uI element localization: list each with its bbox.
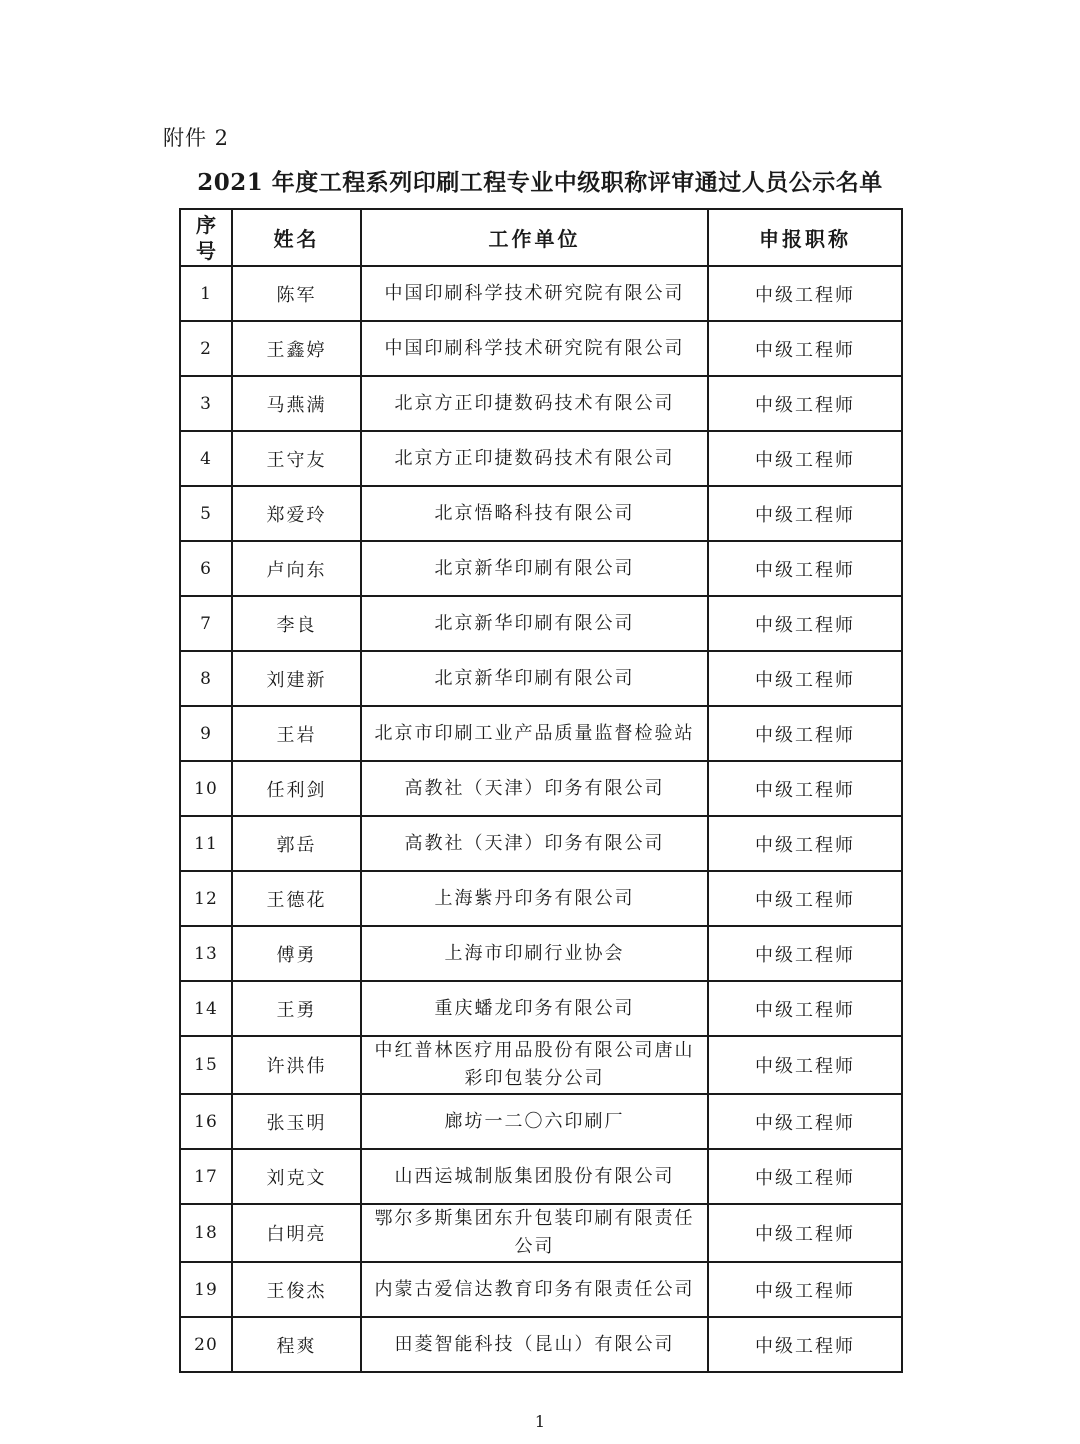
header-number (180, 209, 232, 266)
table-row (180, 541, 902, 596)
row-name: 王岩 (232, 706, 361, 761)
row-number: 1 (180, 266, 232, 321)
row-number: 12 (180, 871, 232, 926)
table-row (180, 1094, 902, 1149)
row-unit: 田菱智能科技（昆山）有限公司 (361, 1317, 708, 1372)
row-number: 11 (180, 816, 232, 871)
table-row (180, 1149, 902, 1204)
document-title: 2021 年度工程系列印刷工程专业中级职称评审通过人员公示名单 (197, 169, 883, 196)
row-name: 马燕满 (232, 376, 361, 431)
row-title: 中级工程师 (708, 431, 902, 486)
table-row (180, 1036, 902, 1094)
row-name: 郑爱玲 (232, 486, 361, 541)
table-row (180, 486, 902, 541)
table-row (180, 376, 902, 431)
row-title: 中级工程师 (708, 926, 902, 981)
table-row (180, 1204, 902, 1262)
table-row (180, 816, 902, 871)
row-name: 傅勇 (232, 926, 361, 981)
table-row (180, 651, 902, 706)
row-title: 中级工程师 (708, 1262, 902, 1317)
row-name: 王守友 (232, 431, 361, 486)
row-name: 刘建新 (232, 651, 361, 706)
row-title: 中级工程师 (708, 266, 902, 321)
row-title: 中级工程师 (708, 816, 902, 871)
row-unit: 上海紫丹印务有限公司 (361, 871, 708, 926)
row-unit: 廊坊一二〇六印刷厂 (361, 1094, 708, 1149)
header-name: 姓名 (232, 209, 361, 266)
row-name: 王俊杰 (232, 1262, 361, 1317)
row-title: 中级工程师 (708, 651, 902, 706)
row-name: 郭岳 (232, 816, 361, 871)
header-title: 申报职称 (708, 209, 902, 266)
roster-table (179, 208, 903, 1373)
row-name: 陈军 (232, 266, 361, 321)
row-number: 3 (180, 376, 232, 431)
row-unit: 北京悟略科技有限公司 (361, 486, 708, 541)
row-unit: 上海市印刷行业协会 (361, 926, 708, 981)
row-unit: 北京新华印刷有限公司 (361, 651, 708, 706)
row-name: 张玉明 (232, 1094, 361, 1149)
row-number: 16 (180, 1094, 232, 1149)
table-row (180, 761, 902, 816)
row-number: 10 (180, 761, 232, 816)
header-unit: 工作单位 (361, 209, 708, 266)
row-number: 17 (180, 1149, 232, 1204)
page-number: 1 (534, 1412, 546, 1431)
table-row (180, 266, 902, 321)
row-unit: 高教社（天津）印务有限公司 (361, 816, 708, 871)
row-title: 中级工程师 (708, 321, 902, 376)
row-title: 中级工程师 (708, 706, 902, 761)
row-title: 中级工程师 (708, 981, 902, 1036)
row-unit: 高教社（天津）印务有限公司 (361, 761, 708, 816)
table-row (180, 1262, 902, 1317)
row-title: 中级工程师 (708, 761, 902, 816)
row-number: 14 (180, 981, 232, 1036)
row-name: 卢向东 (232, 541, 361, 596)
header-number-label: 序号 (196, 212, 216, 263)
row-title: 中级工程师 (708, 376, 902, 431)
row-number: 20 (180, 1317, 232, 1372)
row-name: 刘克文 (232, 1149, 361, 1204)
row-number: 13 (180, 926, 232, 981)
row-unit: 中国印刷科学技术研究院有限公司 (361, 321, 708, 376)
row-unit: 内蒙古爱信达教育印务有限责任公司 (361, 1262, 708, 1317)
row-name: 李良 (232, 596, 361, 651)
row-unit: 山西运城制版集团股份有限公司 (361, 1149, 708, 1204)
row-unit: 中国印刷科学技术研究院有限公司 (361, 266, 708, 321)
table-row (180, 706, 902, 761)
row-unit: 北京方正印捷数码技术有限公司 (361, 431, 708, 486)
roster-body (180, 266, 902, 1372)
row-unit: 重庆蟠龙印务有限公司 (361, 981, 708, 1036)
table-row (180, 431, 902, 486)
row-number: 2 (180, 321, 232, 376)
row-name: 程爽 (232, 1317, 361, 1372)
table-row (180, 926, 902, 981)
row-title: 中级工程师 (708, 1204, 902, 1262)
attachment-label: 附件 2 (163, 126, 230, 150)
row-title: 中级工程师 (708, 486, 902, 541)
table-header-row (180, 209, 902, 266)
row-name: 白明亮 (232, 1204, 361, 1262)
row-number: 5 (180, 486, 232, 541)
row-name: 王鑫婷 (232, 321, 361, 376)
row-number: 9 (180, 706, 232, 761)
row-title: 中级工程师 (708, 1149, 902, 1204)
row-number: 4 (180, 431, 232, 486)
table-row (180, 871, 902, 926)
row-number: 18 (180, 1204, 232, 1262)
table-row (180, 321, 902, 376)
row-title: 中级工程师 (708, 1317, 902, 1372)
row-number: 15 (180, 1036, 232, 1094)
row-number: 7 (180, 596, 232, 651)
row-number: 6 (180, 541, 232, 596)
row-title: 中级工程师 (708, 596, 902, 651)
row-number: 19 (180, 1262, 232, 1317)
table-row (180, 981, 902, 1036)
row-name: 王德花 (232, 871, 361, 926)
row-unit: 北京新华印刷有限公司 (361, 541, 708, 596)
row-title: 中级工程师 (708, 1036, 902, 1094)
row-number: 8 (180, 651, 232, 706)
row-unit: 鄂尔多斯集团东升包装印刷有限责任公司 (361, 1204, 708, 1262)
row-name: 王勇 (232, 981, 361, 1036)
table-row (180, 1317, 902, 1372)
row-unit: 北京新华印刷有限公司 (361, 596, 708, 651)
row-title: 中级工程师 (708, 541, 902, 596)
row-unit: 北京方正印捷数码技术有限公司 (361, 376, 708, 431)
row-unit: 北京市印刷工业产品质量监督检验站 (361, 706, 708, 761)
row-name: 任利剑 (232, 761, 361, 816)
row-name: 许洪伟 (232, 1036, 361, 1094)
row-title: 中级工程师 (708, 1094, 902, 1149)
table-row (180, 596, 902, 651)
row-title: 中级工程师 (708, 871, 902, 926)
row-unit: 中红普林医疗用品股份有限公司唐山彩印包装分公司 (361, 1036, 708, 1094)
